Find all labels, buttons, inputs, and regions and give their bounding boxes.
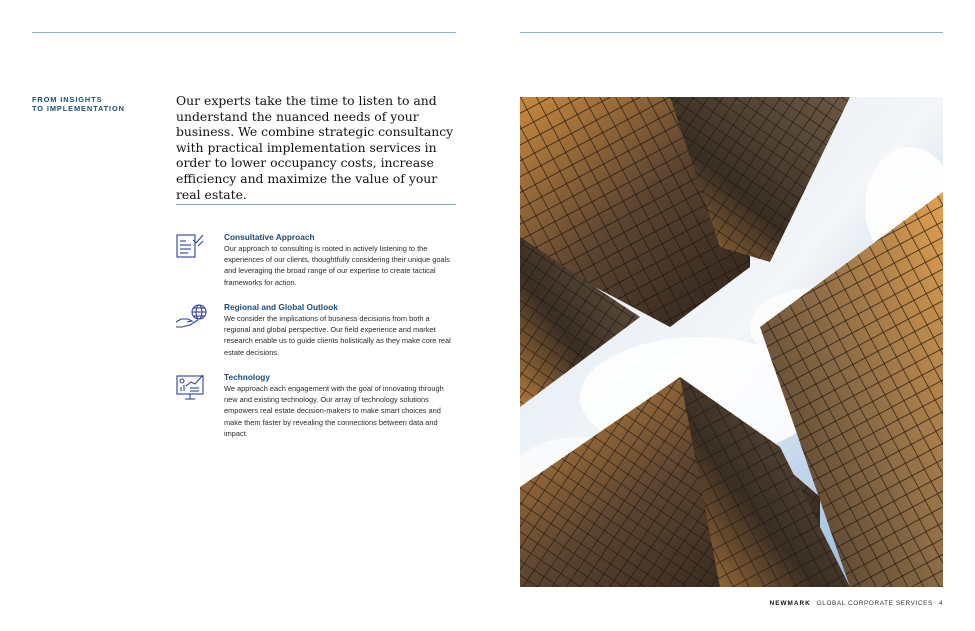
checklist-icon [174,232,208,262]
page-footer [770,600,943,607]
intro-paragraph: Our experts take the time to listen to and understand the nuanced needs of your business. We combine strategic consultancy with practical implementation services in order to lower occupancy costs, increase efficiency and maximize the value of your real estate. [176,93,454,202]
feature-description: Our approach to consulting is rooted in actively listening to the experiences of our clients, thoughtfully considering their unique goals and leveraging the broad range of our expertise to create tactical frameworks for action. [224,244,450,287]
top-rule-right [520,32,943,33]
skyscrapers-photo [520,97,943,587]
feature-title: Technology [224,372,270,382]
feature-title: Regional and Global Outlook [224,302,338,312]
footer-division: GLOBAL CORPORATE SERVICES [816,600,933,607]
top-rule-left [32,32,456,33]
feature-title: Consultative Approach [224,232,315,242]
section-label-line-2: TO IMPLEMENTATION [32,103,125,113]
footer-brand: NEWMARK [769,600,811,607]
feature-description: We approach each engagement with the goal of innovating through new and existing technology. Our array of technology solutions empowers real estate decision-makers to make smart choices and make them faster by revealing the connections between data and impact. [224,384,444,438]
feature-description: We consider the implications of business decisions from both a regional and global perspective. Our field experience and market research enable us to guide clients holistically as they make core real estate decisions. [224,314,451,357]
section-label [32,96,125,113]
section-divider [176,204,456,205]
analytics-screen-icon [174,372,208,402]
globe-hand-icon [174,302,208,332]
page-number: 4 [938,600,943,607]
section-label-line-1: FROM INSIGHTS [32,95,103,104]
